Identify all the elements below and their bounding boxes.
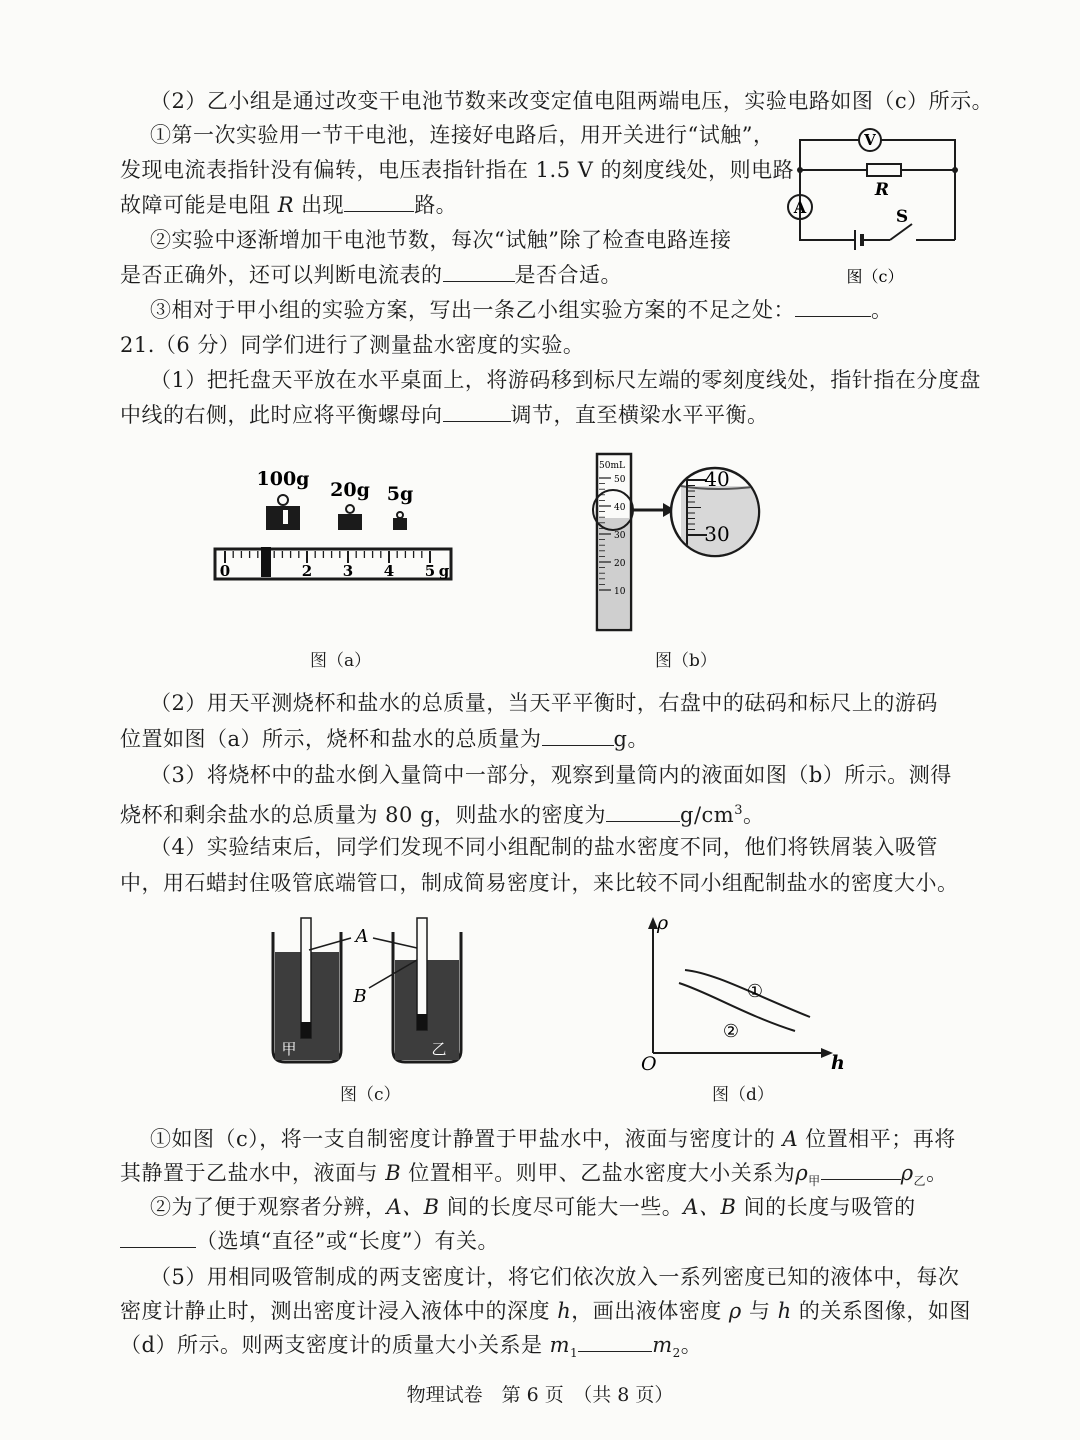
label-b: B: [353, 986, 367, 1007]
text: 。: [926, 1161, 948, 1185]
q21-p4-line-b: 中，用石蜡封住吸管底端管口，制成简易密度计，来比较不同小组配制盐水的密度大小。: [120, 871, 959, 895]
subscript-yi: 乙: [913, 1174, 927, 1189]
resistor-label: R: [874, 180, 890, 200]
density-depth-graph: [635, 912, 855, 1075]
switch-label: S: [895, 207, 909, 227]
var-ab: A、B: [683, 1195, 737, 1219]
curve-1-label: ①: [746, 981, 764, 1002]
origin-label: O: [641, 1053, 657, 1075]
zoom-label-30: 30: [704, 522, 730, 546]
answer-blank[interactable]: [443, 261, 515, 282]
weight-5g-knob: [397, 512, 403, 518]
cylinder-scale-label: 30: [614, 531, 626, 541]
subscript-1: 1: [570, 1346, 579, 1361]
text: 是否正确外，还可以判断电流表的: [120, 263, 443, 287]
weight-20g-label: 20g: [330, 479, 370, 501]
answer-blank[interactable]: [120, 1227, 196, 1248]
unit: g/cm: [680, 803, 735, 827]
weight-100g-knob: [278, 495, 288, 505]
q20-s2-line-b: [120, 260, 622, 290]
hydrometer-weight: [301, 1022, 311, 1038]
q21-c2-line-b: [120, 1226, 499, 1256]
var-ab: A、B: [386, 1195, 440, 1219]
text: 。: [871, 298, 893, 322]
text: 位置如图（a）所示，烧杯和盐水的总质量为: [120, 727, 542, 751]
rho-symbol: ρ: [728, 1299, 742, 1323]
measuring-cylinder-figure: [585, 450, 785, 640]
text: ，画出液体密度: [571, 1299, 729, 1323]
weight-5g-label: 5g: [386, 483, 414, 505]
rho-symbol: ρ: [795, 1161, 809, 1185]
weight-5g: [394, 519, 406, 529]
rider: [261, 547, 271, 577]
subscript-2: 2: [672, 1346, 681, 1361]
circuit-diagram: [790, 120, 970, 290]
beaker-jia-label: 甲: [281, 1040, 297, 1058]
text: 位置相平；再将: [798, 1127, 956, 1151]
resistor: [867, 164, 901, 176]
label-a: A: [355, 926, 369, 947]
q21-p5-line-a: （5）用相同吸管制成的两支密度计，将它们依次放入一系列密度已知的液体中，每次: [150, 1265, 960, 1289]
text: 密度计静止时，测出密度计浸入液体中的深度: [120, 1299, 558, 1323]
text: 中线的右侧，此时应将平衡螺母向: [120, 403, 443, 427]
wire: [800, 219, 855, 240]
cylinder-scale-label: 20: [614, 559, 626, 569]
q21-p1-line-a: （1）把托盘天平放在水平桌面上，将游码移到标尺左端的零刻度线处，指针指在分度盘: [150, 368, 981, 392]
q21-p2-line-a: （2）用天平测烧杯和盐水的总质量，当天平平衡时，右盘中的砝码和标尺上的游码: [150, 691, 938, 715]
text: 出现: [294, 193, 345, 217]
ruler-label: 2: [301, 562, 313, 580]
page-footer: 物理试卷 第 6 页 （共 8 页）: [406, 1384, 674, 1406]
ruler-label: 5: [424, 562, 436, 580]
ammeter-label: A: [793, 198, 807, 217]
text: ③相对于甲小组的实验方案，写出一条乙小组实验方案的不足之处：: [150, 298, 795, 322]
rho-symbol: ρ: [900, 1161, 914, 1185]
q21-c2-line-a: [150, 1192, 916, 1222]
zoom-label-40: 40: [704, 467, 730, 491]
ruler-frame: [215, 549, 451, 579]
q20-s2-line-a: ②实验中逐渐增加干电池节数，每次“试触”除了检查电路连接: [150, 228, 732, 252]
x-axis-label: h: [831, 1052, 845, 1074]
q21-p1-line-b: [120, 400, 769, 430]
leader-a: [373, 938, 417, 948]
wire: [881, 140, 955, 240]
hydrometer-jia: [301, 918, 311, 1038]
beaker-yi-label: 乙: [431, 1040, 447, 1058]
hydrometer-yi: [417, 918, 427, 1030]
var-m: m: [652, 1333, 673, 1357]
figure-c-caption: 图（c）: [340, 1085, 401, 1105]
weight-20g-knob: [346, 505, 354, 513]
text: ①如图（c），将一支自制密度计静置于甲盐水中，液面与密度计的: [150, 1127, 783, 1151]
voltmeter-label: V: [864, 131, 876, 149]
unit-exponent: 3: [734, 803, 743, 818]
ruler-label: 4: [383, 562, 395, 580]
q21-p5-line-b: [120, 1296, 971, 1326]
curve-2-label: ②: [722, 1021, 740, 1042]
var-h: h: [777, 1299, 792, 1323]
subscript-jia: 甲: [808, 1174, 821, 1189]
text: 烧杯和剩余盐水的总质量为 80 g，则盐水的密度为: [120, 803, 607, 827]
figure-b-caption: 图（b）: [655, 651, 717, 671]
leader-a: [309, 938, 351, 950]
q21-p2-line-b: [120, 724, 649, 754]
weight-20g: [339, 515, 361, 529]
q21-c1-line-b: [120, 1158, 948, 1196]
text: 调节，直至横梁水平平衡。: [510, 403, 769, 427]
ruler-label: 3: [342, 562, 354, 580]
ruler-label: g: [438, 562, 450, 580]
text: 间的长度尽可能大一些。: [439, 1195, 684, 1219]
text: 其静置于乙盐水中，液面与: [120, 1161, 386, 1185]
junction: [797, 167, 803, 173]
weight-100g-label: 100g: [256, 468, 310, 490]
answer-blank[interactable]: [542, 725, 614, 746]
text: 的关系图像，如图: [791, 1299, 971, 1323]
text: 是否合适。: [514, 263, 622, 287]
wire: [800, 140, 859, 225]
cylinder-unit: 50mL: [599, 461, 625, 471]
ruler-label: 0: [219, 562, 231, 580]
figure-caption: 图（c）: [846, 267, 904, 286]
cylinder-scale-label: 10: [614, 587, 626, 597]
rider-scale: [215, 547, 451, 580]
cylinder-scale-label: 40: [614, 503, 626, 513]
var-h: h: [557, 1299, 572, 1323]
y-axis-label: ρ: [657, 912, 669, 934]
q21-p3-line-b: [120, 796, 765, 830]
balance-weights-figure: [205, 455, 465, 585]
answer-blank[interactable]: [443, 401, 511, 422]
junction: [952, 167, 958, 173]
hydrometer-weight: [417, 1014, 427, 1030]
q20-s1-line-c: [120, 190, 457, 220]
q21-heading: 21.（6 分）同学们进行了测量盐水密度的实验。: [120, 333, 585, 357]
text: 路。: [414, 193, 458, 217]
answer-blank[interactable]: [795, 296, 871, 317]
q20-s3-line: [150, 295, 893, 325]
text: （选填“直径”或“长度”）有关。: [196, 1229, 499, 1253]
text: 位置相平。则甲、乙盐水密度大小关系为: [401, 1161, 796, 1185]
figure-d-caption: 图（d）: [712, 1085, 774, 1105]
var-a: A: [782, 1127, 799, 1151]
q21-p5-line-c: [120, 1330, 702, 1368]
text: 故障可能是电阻: [120, 193, 278, 217]
text: ②为了便于观察者分辨，: [150, 1195, 387, 1219]
var-r: R: [277, 193, 294, 217]
figure-a-caption: 图（a）: [310, 651, 372, 671]
text: （d）所示。则两支密度计的质量大小关系是: [120, 1333, 550, 1357]
q20-part2-line: （2）乙小组是通过改变干电池节数来改变定值电阻两端电压，实验电路如图（c）所示。: [150, 89, 994, 113]
var-b: B: [385, 1161, 402, 1185]
answer-blank[interactable]: [578, 1331, 652, 1352]
weight-100g-highlight: [283, 510, 288, 524]
text: 。: [680, 1333, 703, 1357]
q21-p3-line-a: （3）将烧杯中的盐水倒入量筒中一部分，观察到量筒内的液面如图（b）所示。测得: [150, 763, 952, 787]
q20-s1-line-b: 发现电流表指针没有偏转，电压表指针指在 1.5 V 的刻度线处，则电路: [120, 158, 795, 182]
q20-s1-line-a: ①第一次实验用一节干电池，连接好电路后，用开关进行“试触”，: [150, 123, 775, 147]
hydrometer-beakers-figure: [265, 910, 485, 1070]
answer-blank[interactable]: [344, 191, 414, 212]
text: g。: [613, 727, 649, 751]
text: 。: [743, 803, 765, 827]
q21-c1-line-a: [150, 1124, 956, 1154]
answer-blank[interactable]: [606, 801, 680, 822]
q21-p4-line-a: （4）实验结束后，同学们发现不同小组配制的盐水密度不同，他们将铁屑装入吸管: [150, 835, 938, 859]
text: 与: [741, 1299, 778, 1323]
var-m: m: [549, 1333, 571, 1357]
text: 间的长度与吸管的: [736, 1195, 916, 1219]
answer-blank[interactable]: [821, 1159, 901, 1180]
cylinder-scale-label: 50: [614, 475, 626, 485]
